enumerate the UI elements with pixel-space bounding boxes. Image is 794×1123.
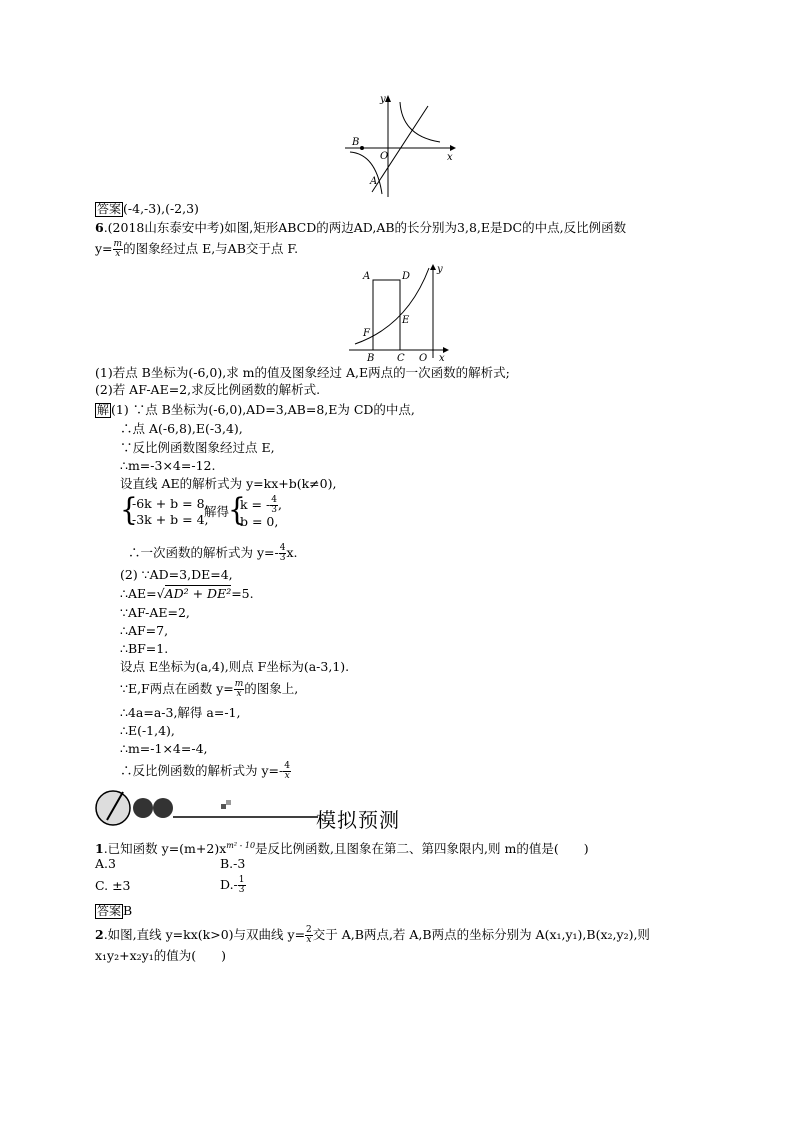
fig1-label-x: x bbox=[447, 152, 453, 163]
solution-step: (1) ∵点 B坐标为(-6,0),AD=3,AB=8,E为 CD的中点, bbox=[111, 402, 415, 417]
fig2-label-o: O bbox=[419, 353, 428, 364]
system-eq2: -3k + b = 4, bbox=[132, 512, 209, 527]
section-title: 模拟预测 bbox=[316, 808, 400, 832]
answer-label: 答案 bbox=[97, 202, 122, 216]
m2-stem-line2: x₁y₂+x₂y₁的值为( ) bbox=[95, 948, 226, 963]
solution-step: 设点 E坐标为(a,4),则点 F坐标为(a-3,1). bbox=[120, 659, 350, 674]
q6-stem-line1 bbox=[95, 220, 626, 236]
q6-fraction: $\frac{m}{x}$ bbox=[113, 239, 123, 259]
solution-step: ∴点 A(-6,8),E(-3,4), bbox=[120, 421, 243, 436]
figure-rectangle-hyperbola bbox=[345, 262, 455, 364]
ae-sqrt-line: ∴AE=√AD² + DE²=5. bbox=[120, 586, 254, 601]
solution-step: ∵反比例函数图象经过点 E, bbox=[120, 440, 275, 455]
system-sol2: b = 0, bbox=[240, 514, 279, 529]
m1-option-a: A.3 bbox=[95, 856, 116, 871]
system-eq1: -6k + b = 8, bbox=[132, 496, 209, 511]
fig2-label-x: x bbox=[439, 353, 445, 364]
m1-answer: B bbox=[123, 903, 133, 918]
linear-result: ∴一次函数的解析式为 y=- $\frac{4}{3}$ x. bbox=[128, 543, 298, 563]
fig1-label-b: B bbox=[352, 137, 360, 148]
fig2-label-c: C bbox=[397, 353, 405, 364]
solution-step: ∴m=-1×4=-4, bbox=[120, 741, 208, 756]
m1-stem: 1.已知函数 $y=(m+2)x^{m^2 - 10}$是反比例函数,且图象在第二、第四象限内,则 m的值是( ) bbox=[95, 841, 589, 857]
m2-stem-line1: 2.如图,直线 y=kx(k>0)与双曲线 y= $\frac{2}{x}$ 交于 A,B两点,若 A,B两点的坐标分别为 A(x₁,y₁),B(x₂,y₂),则 bbox=[95, 925, 650, 945]
fig2-label-y: y bbox=[437, 264, 443, 275]
solution-step: ∴AF=7, bbox=[120, 623, 169, 638]
solve-word: 解得 bbox=[204, 504, 230, 519]
solution-label: 解 bbox=[97, 403, 110, 417]
q6-stem: .(2018山东泰安中考)如图,矩形ABCD的两边AD,AB的长分别为3,8,E是DC的中点,反比例函数 bbox=[103, 220, 627, 235]
section-header-decoration bbox=[93, 786, 323, 830]
solution-step: 设直线 AE的解析式为 y=kx+b(k≠0), bbox=[120, 476, 337, 491]
answer-label: 答案 bbox=[97, 904, 122, 918]
m1-answer-line bbox=[95, 903, 132, 919]
q6-stem-line2 bbox=[95, 240, 298, 259]
fig2-label-b: B bbox=[367, 353, 375, 364]
q6-sub1: (1)若点 B坐标为(-6,0),求 m的值及图象经过 A,E两点的一次函数的解析式; bbox=[95, 365, 510, 380]
fig2-label-d: D bbox=[402, 271, 411, 282]
q6-number: 6 bbox=[95, 220, 104, 235]
m1-option-c: C. ±3 bbox=[95, 878, 131, 893]
final-result: ∴反比例函数的解析式为 y=- $\frac{4}{x}$ bbox=[120, 761, 290, 781]
solution-step: ∴m=-3×4=-12. bbox=[120, 458, 216, 473]
m1-option-b: B.-3 bbox=[220, 856, 246, 871]
solution-step: ∴E(-1,4), bbox=[120, 723, 175, 738]
q5-answer: (-4,-3),(-2,3) bbox=[123, 201, 199, 216]
q6-stem-rest: 的图象经过点 E,与AB交于点 F. bbox=[123, 241, 299, 256]
fig2-label-e: E bbox=[402, 315, 410, 326]
solution-step: ∴4a=a-3,解得 a=-1, bbox=[120, 705, 241, 720]
figure-hyperbola-line bbox=[340, 92, 460, 202]
solution-step: (2) ∵AD=3,DE=4, bbox=[120, 567, 233, 582]
solution-step: ∵AF-AE=2, bbox=[120, 605, 190, 620]
fig1-label-y: y bbox=[380, 94, 386, 105]
q5-answer-line bbox=[95, 201, 199, 217]
system-sol1: k = - $\frac{4}{3}$ , bbox=[240, 495, 282, 515]
m1-option-d: D.- $\frac{1}{3}$ bbox=[220, 875, 245, 895]
fig1-label-a: A bbox=[370, 176, 378, 187]
q6-sub2: (2)若 AF-AE=2,求反比例函数的解析式. bbox=[95, 382, 321, 397]
fig2-label-a: A bbox=[363, 271, 371, 282]
q6-stem-y: y= bbox=[95, 241, 113, 256]
ef-line: ∵E,F两点在函数 y= $\frac{m}{x}$ 的图象上, bbox=[120, 679, 299, 699]
fig1-label-o: O bbox=[380, 151, 389, 162]
solution-step: ∴BF=1. bbox=[120, 641, 169, 656]
q6-solution-line1 bbox=[95, 402, 415, 418]
fig2-label-f: F bbox=[363, 328, 370, 339]
